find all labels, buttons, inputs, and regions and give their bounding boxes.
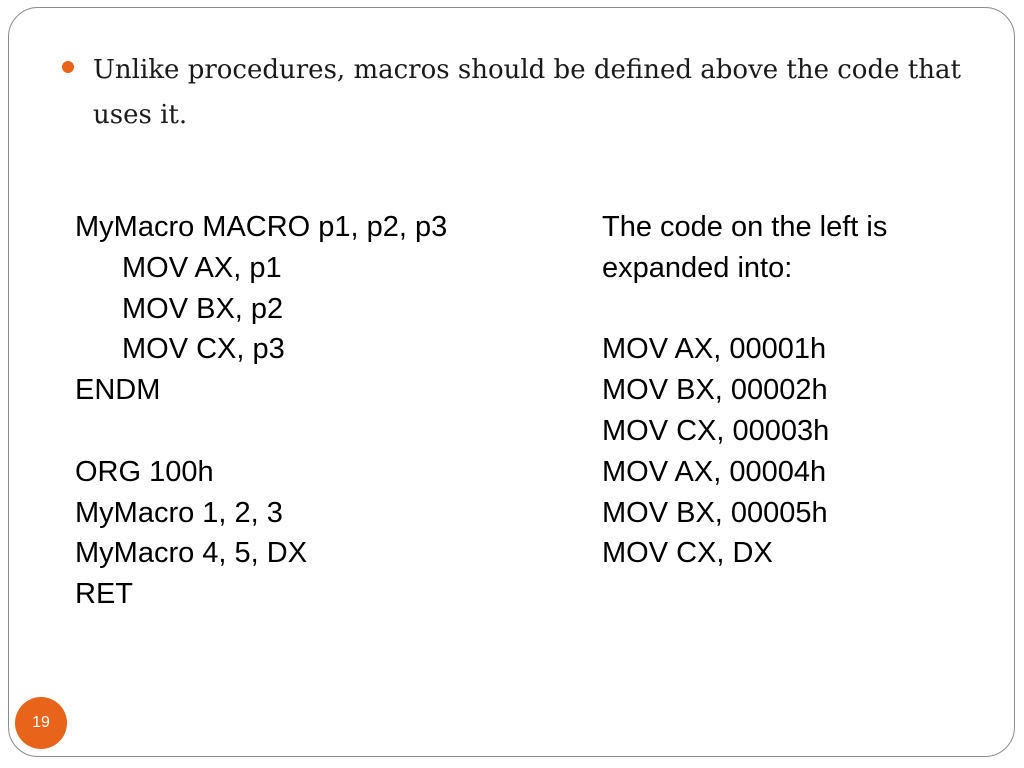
code-line: MyMacro 1, 2, 3 [75,496,283,529]
bullet-dot-icon [62,61,74,73]
code-line: MyMacro 4, 5, DX [75,537,308,570]
code-line: MOV AX, p1 [122,251,282,284]
bullet-text: Unlike procedures, macros should be defined above the code that uses it. [93,55,970,130]
code-line: MOV CX, 00003h [602,414,830,447]
code-line [75,411,555,452]
code-line: ENDM [75,374,161,407]
code-line: MOV CX, p3 [122,333,285,366]
code-line: ORG 100h [75,455,214,488]
code-line: MOV BX, 00002h [602,374,828,407]
expanded-code [602,207,1002,574]
macro-source-code [75,207,555,615]
explanation-line: The code on the left is [602,211,888,243]
explanation-line: expanded into: [602,251,793,284]
code-line: MOV BX, p2 [122,292,284,325]
code-line: MOV AX, 00001h [602,333,827,366]
code-line: MyMacro MACRO p1, p2, p3 [75,211,448,243]
code-line: MOV AX, 00004h [602,455,827,488]
code-line: RET [75,578,133,611]
code-line [602,289,1002,330]
code-line: MOV BX, 00005h [602,496,828,529]
code-line: MOV CX, DX [602,537,773,570]
page-number-badge: 19 [15,697,67,749]
